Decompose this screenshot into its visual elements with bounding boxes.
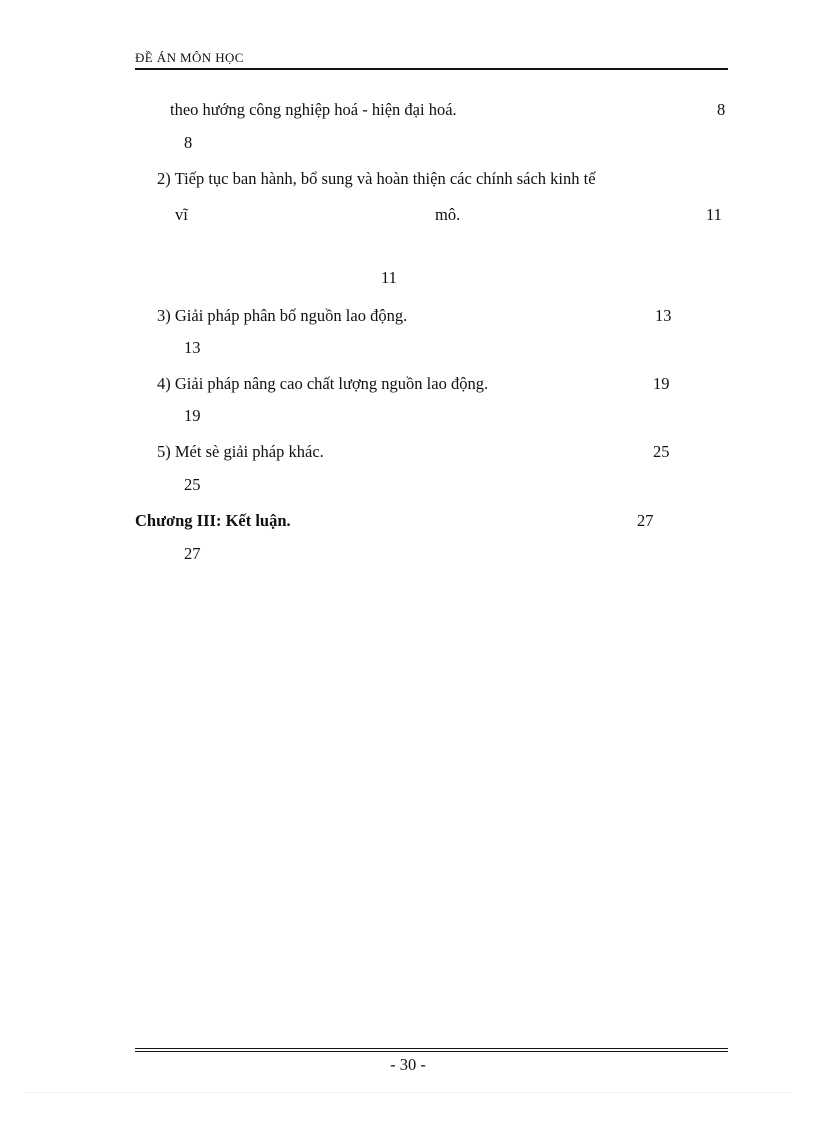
toc-entry-page-repeat: 8 (184, 133, 193, 152)
toc-entry-page-repeat: 19 (184, 406, 201, 425)
page-edge-divider (25, 1092, 791, 1093)
header-title: ĐỀ ÁN MÔN HỌC (135, 50, 244, 65)
toc-entry-page: 27 (637, 511, 654, 530)
footer-rule (135, 1051, 728, 1052)
toc-entry-text-continued: vĩ (175, 205, 188, 224)
toc-entry-page: 25 (653, 442, 670, 461)
toc-entry-page-repeat: 11 (381, 268, 397, 287)
toc-chapter-heading: Chương III: Kết luận. (135, 511, 291, 530)
toc-entry-page: 8 (717, 100, 726, 119)
toc-entry-page-repeat: 25 (184, 475, 201, 494)
footer-rule (135, 1048, 728, 1049)
toc-entry-text: 5) Mét sè giải pháp khác. (157, 442, 324, 461)
toc-entry-text: 3) Giải pháp phân bố nguồn lao động. (157, 306, 408, 325)
toc-entry-page-repeat: 13 (184, 338, 201, 357)
toc-entry-page: 13 (655, 306, 672, 325)
toc-entry-text: 4) Giải pháp nâng cao chất lượng nguồn lao động. (157, 374, 489, 393)
toc-entry-text: theo hướng công nghiệp hoá - hiện đại hoá. (170, 100, 457, 119)
header-rule (135, 68, 728, 70)
toc-entry-text-continued: mô. (435, 205, 461, 224)
toc-entry-text: 2) Tiếp tục ban hành, bổ sung và hoàn thiện các chính sách kinh tế (157, 169, 596, 188)
toc-entry-page: 19 (653, 374, 670, 393)
toc-entry-page: 11 (706, 205, 722, 224)
toc-entry-page-repeat: 27 (184, 544, 201, 563)
page-number: - 30 - (390, 1055, 426, 1074)
